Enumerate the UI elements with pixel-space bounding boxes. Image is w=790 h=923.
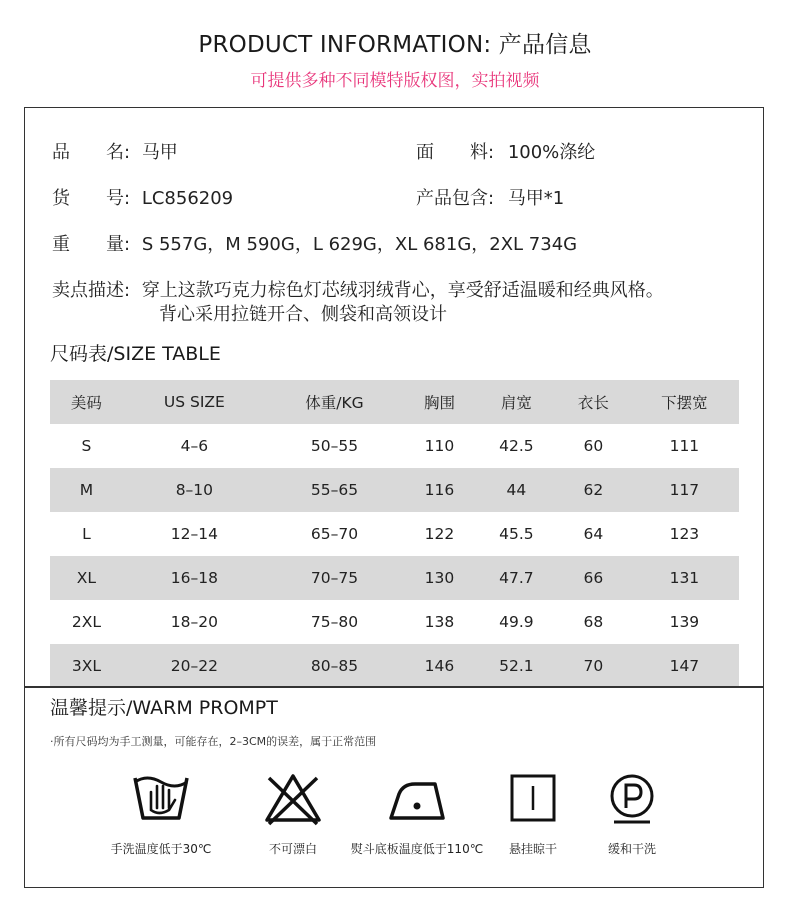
info-desc [52, 276, 664, 302]
table-cell: 139 [669, 613, 700, 631]
table-row [50, 424, 739, 468]
table-cell: 70–75 [310, 569, 359, 587]
table-cell: 75–80 [310, 613, 359, 631]
header-cell: 体重/KG [305, 394, 364, 412]
info-fabric-value: 100%涤纶 [507, 142, 596, 163]
table-cell: 123 [669, 525, 700, 543]
table-cell: 68 [583, 613, 604, 631]
care-hang-dry-label: 悬挂晾干 [508, 842, 557, 856]
table-cell: 146 [424, 657, 455, 675]
table-cell: 66 [583, 569, 604, 587]
table-cell: 44 [506, 481, 527, 499]
header-cell: 美码 [70, 394, 102, 412]
care-dry-clean [557, 770, 707, 857]
table-cell: 80–85 [310, 657, 359, 675]
page-subtitle: 可提供多种不同模特版权图，实拍视频 [250, 71, 540, 91]
table-cell: 4–6 [180, 437, 209, 455]
table-cell: 42.5 [499, 437, 534, 455]
info-name-label: 品 名: [52, 142, 131, 163]
table-cell: 117 [669, 481, 700, 499]
table-row [50, 512, 739, 556]
warm-prompt-heading: 温馨提示/WARM PROMPT [50, 697, 278, 719]
table-cell: 147 [669, 657, 700, 675]
table-cell: 122 [424, 525, 455, 543]
info-name-value: 马甲 [141, 142, 178, 163]
care-dry-clean-label: 缓和干洗 [607, 842, 656, 856]
measurement-note: ·所有尺码均为手工测量，可能存在，2–3CM的误差，属于正常范围 [50, 735, 377, 748]
info-desc-label: 卖点描述: [52, 280, 131, 301]
table-row [50, 644, 739, 688]
table-cell: 8–10 [175, 481, 214, 499]
table-cell: 65–70 [310, 525, 359, 543]
header-cell: 衣长 [577, 394, 609, 412]
table-cell: S [81, 437, 92, 455]
table-cell: 111 [669, 437, 700, 455]
section-divider [24, 686, 764, 688]
header-cell: 胸围 [423, 394, 455, 412]
info-package-label: 产品包含: [416, 188, 495, 209]
table-cell: 52.1 [499, 657, 534, 675]
dry-clean-p-icon [600, 770, 664, 826]
care-hand-wash [86, 770, 236, 857]
info-desc-cont [159, 300, 447, 326]
care-no-bleach-label: 不可漂白 [268, 842, 317, 856]
table-cell: 60 [583, 437, 604, 455]
info-weight-value: S 557G，M 590G，L 629G，XL 681G，2XL 734G [141, 234, 578, 255]
table-row [50, 600, 739, 644]
size-table-heading: 尺码表/SIZE TABLE [50, 343, 221, 365]
table-row [50, 556, 739, 600]
table-cell: 64 [583, 525, 604, 543]
table-cell: 131 [669, 569, 700, 587]
header-cell: 下摆宽 [661, 394, 708, 412]
table-cell: 110 [424, 437, 455, 455]
care-iron-label: 熨斗底板温度低于110℃ [350, 842, 484, 856]
hand-wash-icon [129, 770, 193, 826]
care-hand-wash-label: 手洗温度低于30℃ [110, 842, 212, 856]
header-cell: 肩宽 [500, 394, 532, 412]
size-table-header-row [50, 380, 739, 424]
table-cell: 47.7 [499, 569, 534, 587]
table-cell: 2XL [71, 613, 101, 631]
table-cell: 12–14 [170, 525, 218, 543]
info-fabric [416, 138, 595, 164]
table-cell: L [82, 525, 91, 543]
table-cell: M [79, 481, 94, 499]
info-package-value: 马甲*1 [507, 188, 565, 209]
info-weight-label: 重 量: [52, 234, 131, 255]
table-cell: XL [76, 569, 97, 587]
table-cell: 70 [583, 657, 604, 675]
table-cell: 116 [424, 481, 455, 499]
hang-dry-icon [501, 770, 565, 826]
info-fabric-label: 面 料: [416, 142, 495, 163]
table-cell: 16–18 [170, 569, 218, 587]
info-desc-line1: 穿上这款巧克力棕色灯芯绒羽绒背心，享受舒适温暖和经典风格。 [141, 280, 664, 301]
table-cell: 3XL [71, 657, 101, 675]
table-row [50, 468, 739, 512]
table-cell: 20–22 [170, 657, 218, 675]
table-cell: 49.9 [499, 613, 534, 631]
table-cell: 18–20 [170, 613, 218, 631]
table-cell: 138 [424, 613, 455, 631]
header-cell: US SIZE [163, 393, 225, 411]
info-code-value: LC856209 [141, 188, 234, 209]
info-package [416, 184, 564, 210]
table-cell: 130 [424, 569, 455, 587]
no-bleach-icon [261, 770, 325, 826]
size-table [50, 380, 739, 688]
table-cell: 50–55 [310, 437, 359, 455]
info-name [52, 138, 178, 164]
info-code-label: 货 号: [52, 188, 131, 209]
page-title: PRODUCT INFORMATION: 产品信息 [198, 32, 592, 58]
info-desc-line2: 背心采用拉链开合、侧袋和高领设计 [159, 304, 447, 325]
table-cell: 45.5 [499, 525, 534, 543]
table-cell: 55–65 [310, 481, 359, 499]
info-weight [52, 230, 577, 256]
info-code [52, 184, 233, 210]
table-cell: 62 [583, 481, 604, 499]
iron-low-icon [385, 770, 449, 826]
